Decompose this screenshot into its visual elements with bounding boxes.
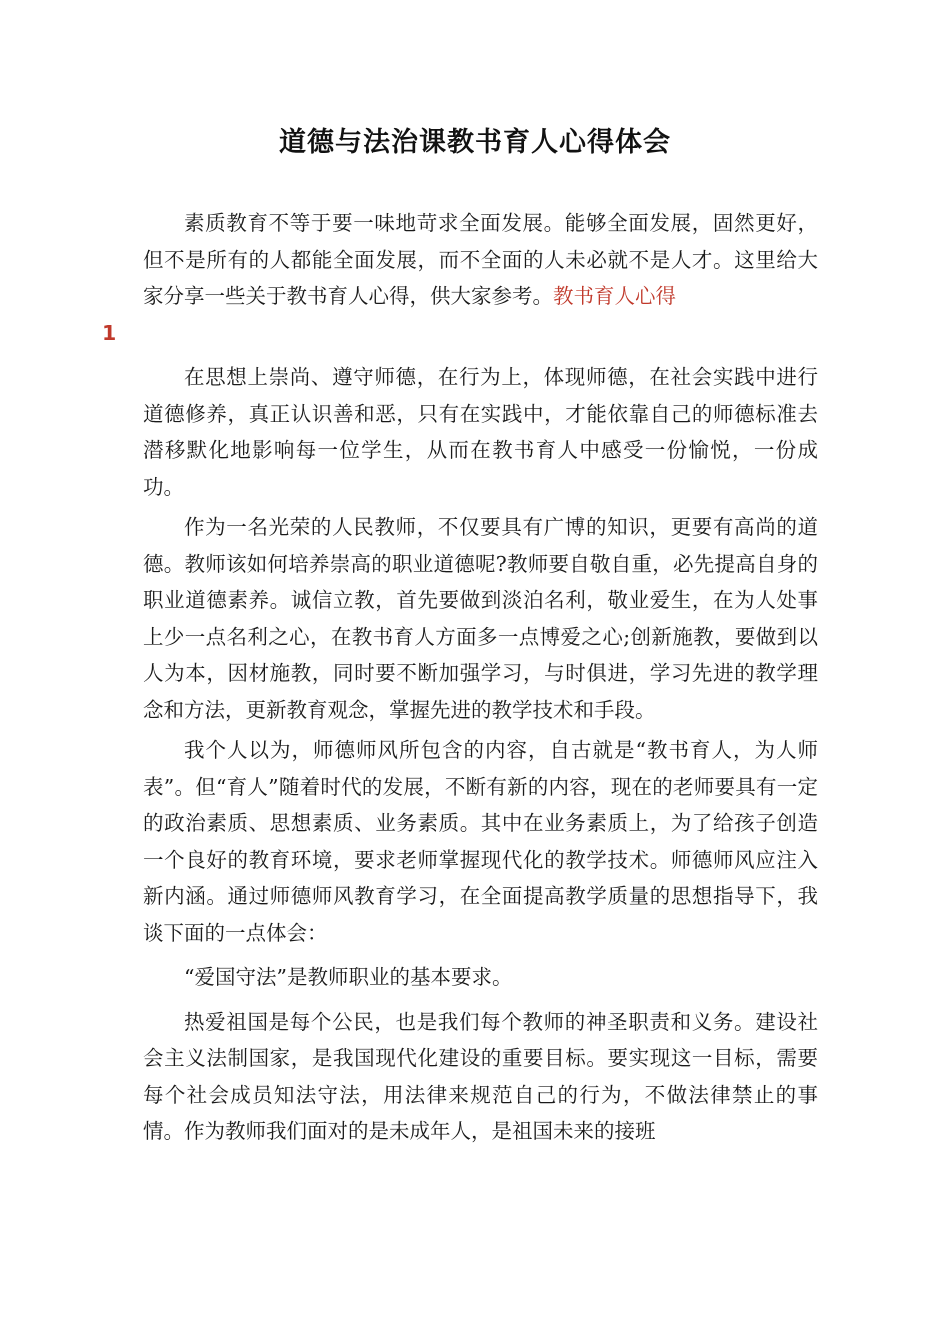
body-paragraph-2: 作为一名光荣的人民教师，不仅要具有广博的知识，更要有高尚的道德。教师该如何培养崇高的职业道德呢?教师要自敬自重，必先提高自身的职业道德素养。诚信立教，首先要做到淡泊名利，敬业爱生，在为人处事上少一点名利之心，在教书育人方面多一点博爱之心;创新施教，要做到以人为本，因材施教，同时要不断加强学习，与时俱进，学习先进的教学理念和方法，更新教育观念，掌握先进的教学技术和手段。: [143, 515, 818, 722]
body-paragraph-3: 我个人以为，师德师风所包含的内容，自古就是“教书育人，为人师表”。但“育人”随着时代的发展，不断有新的内容，现在的老师要具有一定的政治素质、思想素质、业务素质。其中在业务素质上，为了给孩子创造一个良好的教育环境，要求老师掌握现代化的教学技术。师德师风应注入新内涵。通过师德师风教育学习，在全面提高教学质量的思想指导下，我谈下面的一点体会：: [143, 738, 818, 945]
section-heading-number: 1: [102, 320, 117, 345]
intro-text: 素质教育不等于要一味地苛求全面发展。能够全面发展，固然更好，但不是所有的人都能全面发展，而不全面的人未必就不是人才。这里给大家分享一些关于教书育人心得，供大家参考。: [143, 211, 818, 308]
section-heading-label: 教书育人心得: [553, 284, 676, 308]
intro-paragraph: [102, 205, 818, 351]
body-paragraph-1: 在思想上崇尚、遵守师德，在行为上，体现师德，在社会实践中进行道德修养，真正认识善和恶，只有在实践中，才能依靠自己的师德标准去潜移默化地影响每一位学生，从而在教书育人中感受一份愉悦，一份成功。: [143, 365, 818, 499]
document-body: [102, 205, 818, 1150]
body-paragraph-5: 热爱祖国是每个公民，也是我们每个教师的神圣职责和义务。建设社会主义法制国家，是我国现代化建设的重要目标。要实现这一目标，需要每个社会成员知法守法，用法律来规范自己的行为，不做法律禁止的事情。作为教师我们面对的是未成年人，是祖国未来的接班: [143, 1009, 818, 1143]
document-title: 道德与法治课教书育人心得体会: [279, 127, 671, 158]
body-paragraph-4: “爱国守法”是教师职业的基本要求。: [184, 965, 513, 989]
